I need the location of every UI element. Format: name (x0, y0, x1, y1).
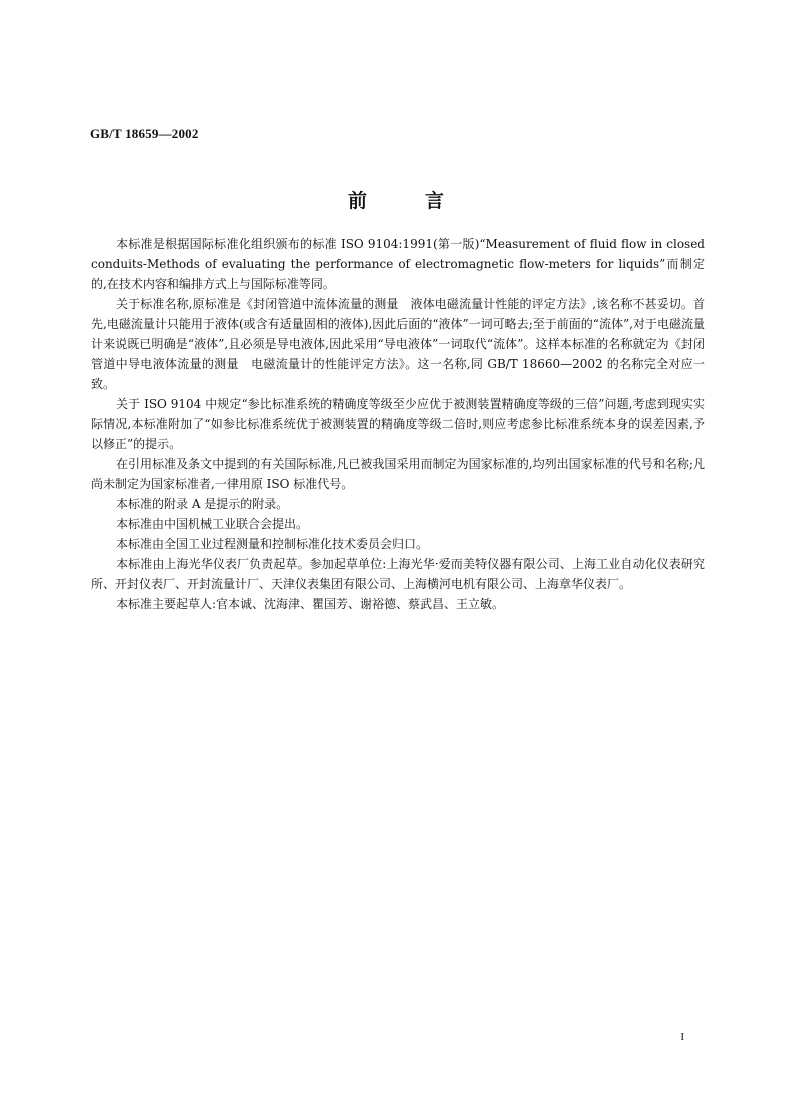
standard-code: GB/T 18659—2002 (90, 126, 199, 141)
paragraph: 关于标准名称,原标准是《封闭管道中流体流量的测量 液体电磁流量计性能的评定方法》,该名称不甚妥切。首先,电磁流量计只能用于液体(或含有适量固相的液体),因此后面的“液体”一词可略去;至于前面的“流体”,对于电磁流量计来说既已明确是“液体”,且必须是导电液体,因此采用“导电液体”一词取代“流体”。这样本标准的名称就定为《封闭管道中导电液体流量的测量 电磁流量计的性能评定方法》。这一名称,同 GB/T 18660—2002 的名称完全对应一致。 (91, 297, 705, 391)
page-title: 前言 (347, 190, 502, 212)
paragraph: 在引用标准及条文中提到的有关国际标准,凡已被我国采用而制定为国家标准的,均列出国家标准的代号和名称;凡尚未制定为国家标准者,一律用原 ISO 标准代号。 (91, 457, 705, 491)
document-body (91, 234, 705, 614)
paragraph: 本标准的附录 A 是提示的附录。 (116, 497, 289, 511)
paragraph: 本标准主要起草人:官本诚、沈海津、瞿国芳、谢裕德、蔡武昌、王立敏。 (116, 597, 505, 611)
paragraph: 关于 ISO 9104 中规定“参比标准系统的精确度等级至少应优于被测装置精确度等级的三倍”问题,考虑到现实实际情况,本标准附加了“如参比标准系统优于被测装置的精确度等级二倍时,则应考虑参比标准系统本身的误差因素,予以修正”的提示。 (91, 397, 705, 451)
paragraph: 本标准是根据国际标准化组织颁布的标准 ISO 9104:1991(第一版)“Measurement of fluid flow in closed conduits-Methods of evaluating the performance of electromagnetic flow-meters for liquids”而制定的,在技术内容和编排方式上与国际标准等同。 (91, 237, 705, 291)
paragraph: 本标准由全国工业过程测量和控制标准化技术委员会归口。 (116, 537, 429, 551)
paragraph: 本标准由上海光华仪表厂负责起草。参加起草单位:上海光华·爱而美特仪器有限公司、上海工业自动化仪表研究所、开封仪表厂、开封流量计厂、天津仪表集团有限公司、上海横河电机有限公司、上海章华仪表厂。 (91, 557, 705, 591)
page-number: I (680, 1031, 684, 1043)
paragraph: 本标准由中国机械工业联合会提出。 (116, 517, 309, 531)
